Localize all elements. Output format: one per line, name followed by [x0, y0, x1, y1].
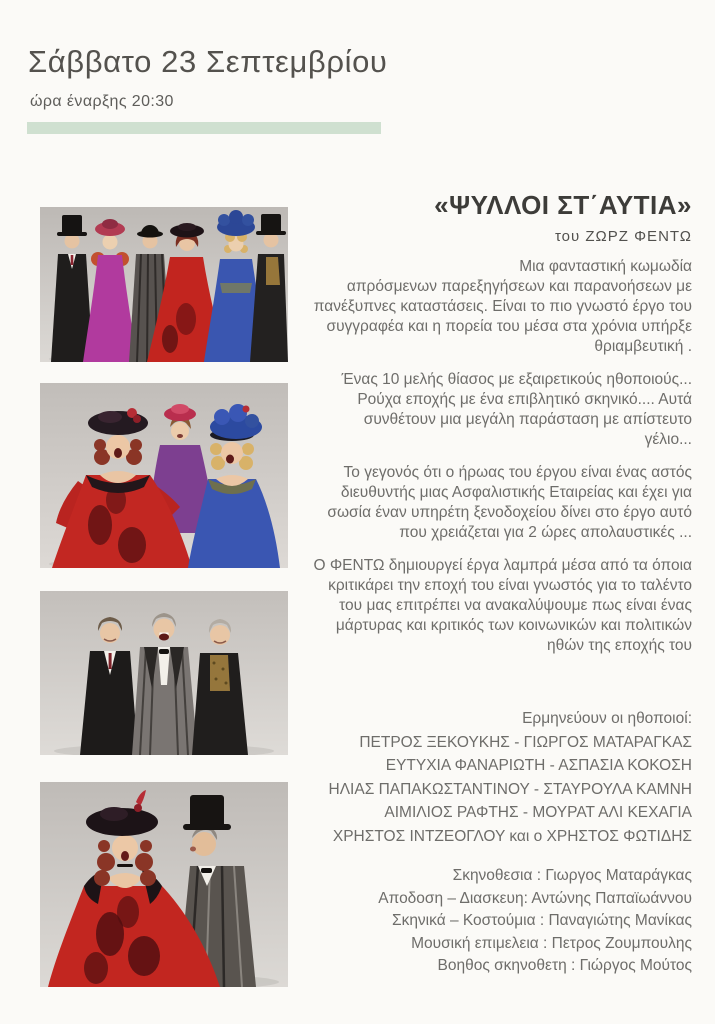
show-details — [278, 190, 692, 978]
cast-line: ΕΥΤΥΧΙΑ ΦΑΝΑΡΙΩΤΗ - ΑΣΠΑΣΙΑ ΚΟΚΟΣΗ — [385, 757, 692, 774]
text-line: Το γεγονός ότι ο ήρωας του έργου είναι ένας αστός — [343, 464, 692, 481]
synopsis-paragraph-1 — [278, 257, 692, 357]
credit-line-sets-costumes: Σκηνικά – Κοστούμια : Παναγιώτης Μανίκας — [391, 912, 692, 929]
text-line: πανέξυπνες καταστάσεις. Είναι το πιο γνωστό έργο του — [313, 298, 692, 315]
photo-three-men-image — [40, 591, 288, 755]
text-line: Ο ΦΕΝΤΩ δημιουργεί έργα λαμπρά μέσα από τα όποια — [313, 557, 692, 574]
synopsis-paragraph-3 — [278, 463, 692, 543]
accent-bar — [27, 122, 381, 134]
cast-line: ΠΕΤΡΟΣ ΞΕΚΟΥΚΗΣ - ΓΙΩΡΓΟΣ ΜΑΤΑΡΑΓΚΑΣ — [359, 733, 692, 751]
text-line: του μας επιτρέπει να ανακαλύψουμε πως είναι ένας — [339, 597, 692, 614]
cast-line: ΗΛΙΑΣ ΠΑΠΑΚΩΣΤΑΝΤΙΝΟΥ - ΣΤΑΥΡΟΥΛΑ ΚΑΜΝΗ — [328, 780, 692, 798]
photo-lady-gentleman-image — [40, 782, 288, 987]
text-line: διευθυντής μιας Ασφαλιστικής Εταιρείας και έχει για — [340, 484, 692, 501]
cast-line: ΧΡΗΣΤΟΣ ΙΝΤΖΕΟΓΛΟΥ και ο ΧΡΗΣΤΟΣ ΦΩΤΙΔΗΣ — [332, 827, 692, 845]
photo-cast-sextet-image — [40, 207, 288, 362]
credits-section — [278, 865, 692, 978]
text-line: που χρειάζεται για 2 ώρες απολαυστικές ... — [399, 524, 692, 541]
text-line: Ένας 10 μελής θίασος με εξαιρετικούς ηθοποιούς... — [341, 371, 692, 388]
photo-lady-gentleman — [40, 782, 288, 987]
date-heading: Σάββατο 23 Σεπτεμβρίου — [28, 44, 388, 79]
start-time-label: ώρα έναρξης 20:30 — [30, 93, 174, 110]
text-line: γέλιο... — [644, 431, 692, 448]
photo-three-men — [40, 591, 288, 755]
text-line: θριαμβευτική . — [594, 338, 692, 355]
credit-line-assistant-director: Βοηθος σκηνοθετη : Γιώργος Μούτος — [437, 957, 692, 974]
text-line: σωσία έναν υπηρέτη ξενοδοχείου δίνει στο έργο αυτό — [327, 504, 692, 521]
text-line: Ρούχα εποχής με ένα επιβλητικό σκηνικό.... Αυτά — [357, 391, 692, 408]
cast-section — [278, 707, 692, 848]
credit-line-director: Σκηνοθεσια : Γιωργος Ματαράγκας — [452, 867, 692, 884]
show-title: «ΨΥΛΛΟΙ ΣΤ΄ΑΥΤΙΑ» — [434, 190, 692, 220]
credit-line-adaptation: Αποδοση – Διασκευη: Αντώνης Παπαϊωάννου — [378, 889, 692, 907]
text-line: συνθέτουν μια μεγάλη παράσταση με απίστευτο — [363, 411, 692, 428]
text-line: Μια φανταστική κωμωδία — [519, 258, 692, 275]
photo-three-ladies — [40, 383, 288, 568]
cast-line: ΑΙΜΙΛΙΟΣ ΡΑΦΤΗΣ - ΜΟΥΡΑΤ ΑΛΙ ΚΕΧΑΓΙΑ — [384, 804, 692, 821]
credit-line-music: Μουσική επιμελεια : Πετρος Ζουμπουλης — [411, 934, 692, 952]
text-line: κριτικάρει την εποχή του είναι γνωστός για το ταλέντο — [328, 577, 692, 594]
photo-cast-sextet — [40, 207, 288, 362]
cast-heading: Ερμηνεύουν οι ηθοποιοί: — [522, 710, 692, 727]
text-line: απρόσμενων παρεξηγήσεων και παρανοήσεων με — [346, 278, 692, 295]
text-line: μάρτυρας και κριτικός των κοινωνικών και πολιτικών — [335, 617, 692, 634]
text-line: συγγραφέα και η πορεία του μέσα στα χρόνια υπήρξε — [326, 318, 692, 335]
author-line: του ΖΩΡΖ ΦΕΝΤΩ — [554, 228, 692, 245]
photo-three-ladies-image — [40, 383, 288, 568]
synopsis-paragraph-4 — [278, 556, 692, 656]
synopsis-paragraph-2 — [278, 370, 692, 450]
text-line: ηθών της εποχής του — [546, 637, 692, 654]
